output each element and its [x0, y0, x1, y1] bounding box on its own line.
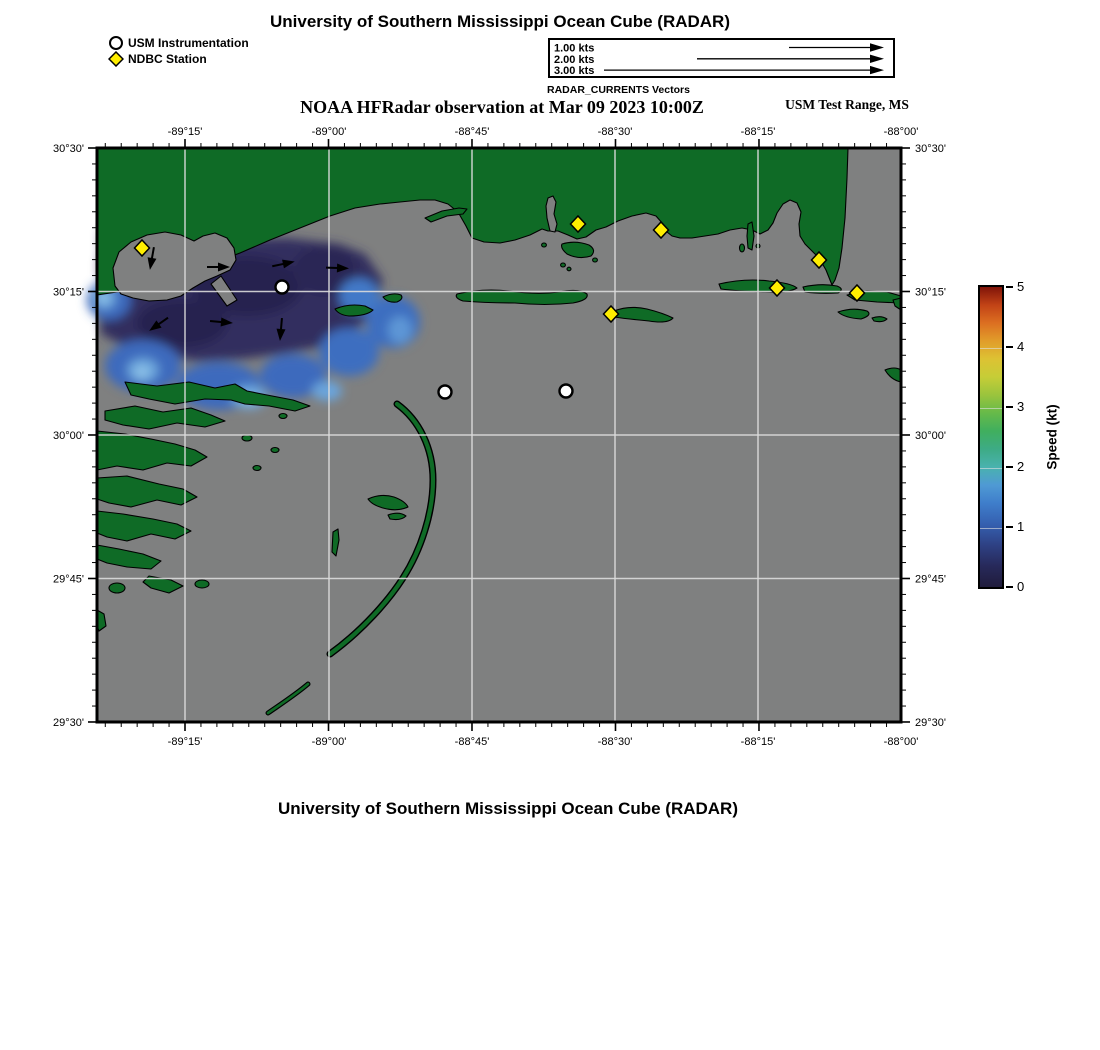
- x-axis-label-top: -88°00': [883, 126, 919, 138]
- colorbar-tick: [1006, 346, 1013, 348]
- usm-instrument-marker: [560, 385, 573, 398]
- y-axis-label-left: 30°30': [53, 143, 84, 155]
- y-axis-label-right: 29°30': [915, 717, 946, 729]
- colorbar-tick-label: 0: [1017, 579, 1025, 594]
- colorbar-tick: [1006, 526, 1013, 528]
- colorbar-tick-label: 5: [1017, 279, 1025, 294]
- legend-item-ndbc: [108, 51, 249, 67]
- x-axis-label-bottom: -89°00': [311, 736, 347, 748]
- vector-scale-label: 1.00 kts: [554, 42, 595, 55]
- vector-scale-arrowhead: [870, 55, 884, 63]
- colorbar-axis-label: Speed (kt): [1044, 404, 1060, 470]
- legend-label-usm: USM Instrumentation: [128, 36, 249, 50]
- colorbar-gridline: [980, 528, 1002, 529]
- y-axis-label-left: 29°45': [53, 573, 84, 586]
- observation-subtitle: NOAA HFRadar observation at Mar 09 2023 10:00Z: [300, 97, 704, 117]
- y-axis-label-right: 29°45': [915, 573, 946, 586]
- x-axis-label-top: -88°45': [454, 126, 490, 138]
- colorbar-tick: [1006, 406, 1013, 408]
- map-canvas: [40, 118, 980, 768]
- map-legend: [108, 35, 249, 67]
- y-axis-label-left: 30°15': [53, 286, 84, 299]
- colorbar-tick-label: 4: [1017, 339, 1025, 354]
- legend-item-usm: [108, 35, 249, 51]
- x-axis-label-top: -88°15': [740, 126, 776, 138]
- colorbar-tick-label: 2: [1017, 459, 1025, 474]
- colorbar-tick-label: 1: [1017, 519, 1025, 534]
- vector-scale-arrows: [550, 40, 892, 75]
- x-axis-label-top: -88°30': [597, 126, 633, 138]
- test-range-label: USM Test Range, MS: [785, 97, 909, 112]
- x-axis-label-bottom: -88°45': [454, 736, 490, 748]
- x-axis-label-top: -89°00': [311, 126, 347, 138]
- y-axis-label-right: 30°30': [915, 143, 946, 155]
- colorbar-gridline: [980, 408, 1002, 409]
- y-axis-label-right: 30°15': [915, 286, 946, 299]
- x-axis-label-bottom: -88°30': [597, 736, 633, 748]
- usm-circle-icon: [108, 35, 124, 51]
- colorbar-gradient: [978, 285, 1004, 589]
- x-axis-label-bottom: -88°00': [883, 736, 919, 748]
- colorbar-tick: [1006, 286, 1013, 288]
- vector-scale-arrowhead: [870, 66, 884, 74]
- x-axis-label-bottom: -88°15': [740, 736, 776, 748]
- y-axis-label-left: 30°00': [53, 430, 84, 442]
- vector-scale-caption: RADAR_CURRENTS Vectors: [547, 84, 690, 96]
- ndbc-diamond-icon: [108, 51, 124, 67]
- y-axis-label-right: 30°00': [915, 430, 946, 442]
- colorbar-gridline: [980, 348, 1002, 349]
- x-axis-label-bottom: -89°15': [167, 736, 203, 748]
- x-axis-label-top: -89°15': [167, 126, 203, 138]
- colorbar-tick: [1006, 466, 1013, 468]
- vector-scale-label: 2.00 kts: [554, 53, 595, 66]
- page-title: University of Southern Mississippi Ocean Cube (RADAR): [269, 12, 730, 31]
- vector-scale-label: 3.00 kts: [554, 65, 595, 75]
- footer-title: University of Southern Mississippi Ocean Cube (RADAR): [277, 799, 738, 818]
- colorbar: [976, 279, 1086, 595]
- y-axis-label-left: 29°30': [53, 717, 84, 729]
- usm-instrument-marker: [276, 281, 289, 294]
- usm-instrument-marker: [439, 386, 452, 399]
- vector-scale-arrowhead: [870, 43, 884, 51]
- colorbar-gridline: [980, 468, 1002, 469]
- colorbar-tick: [1006, 586, 1013, 588]
- legend-label-ndbc: NDBC Station: [128, 52, 207, 66]
- vector-scale-box: [548, 38, 895, 78]
- colorbar-tick-label: 3: [1017, 399, 1025, 414]
